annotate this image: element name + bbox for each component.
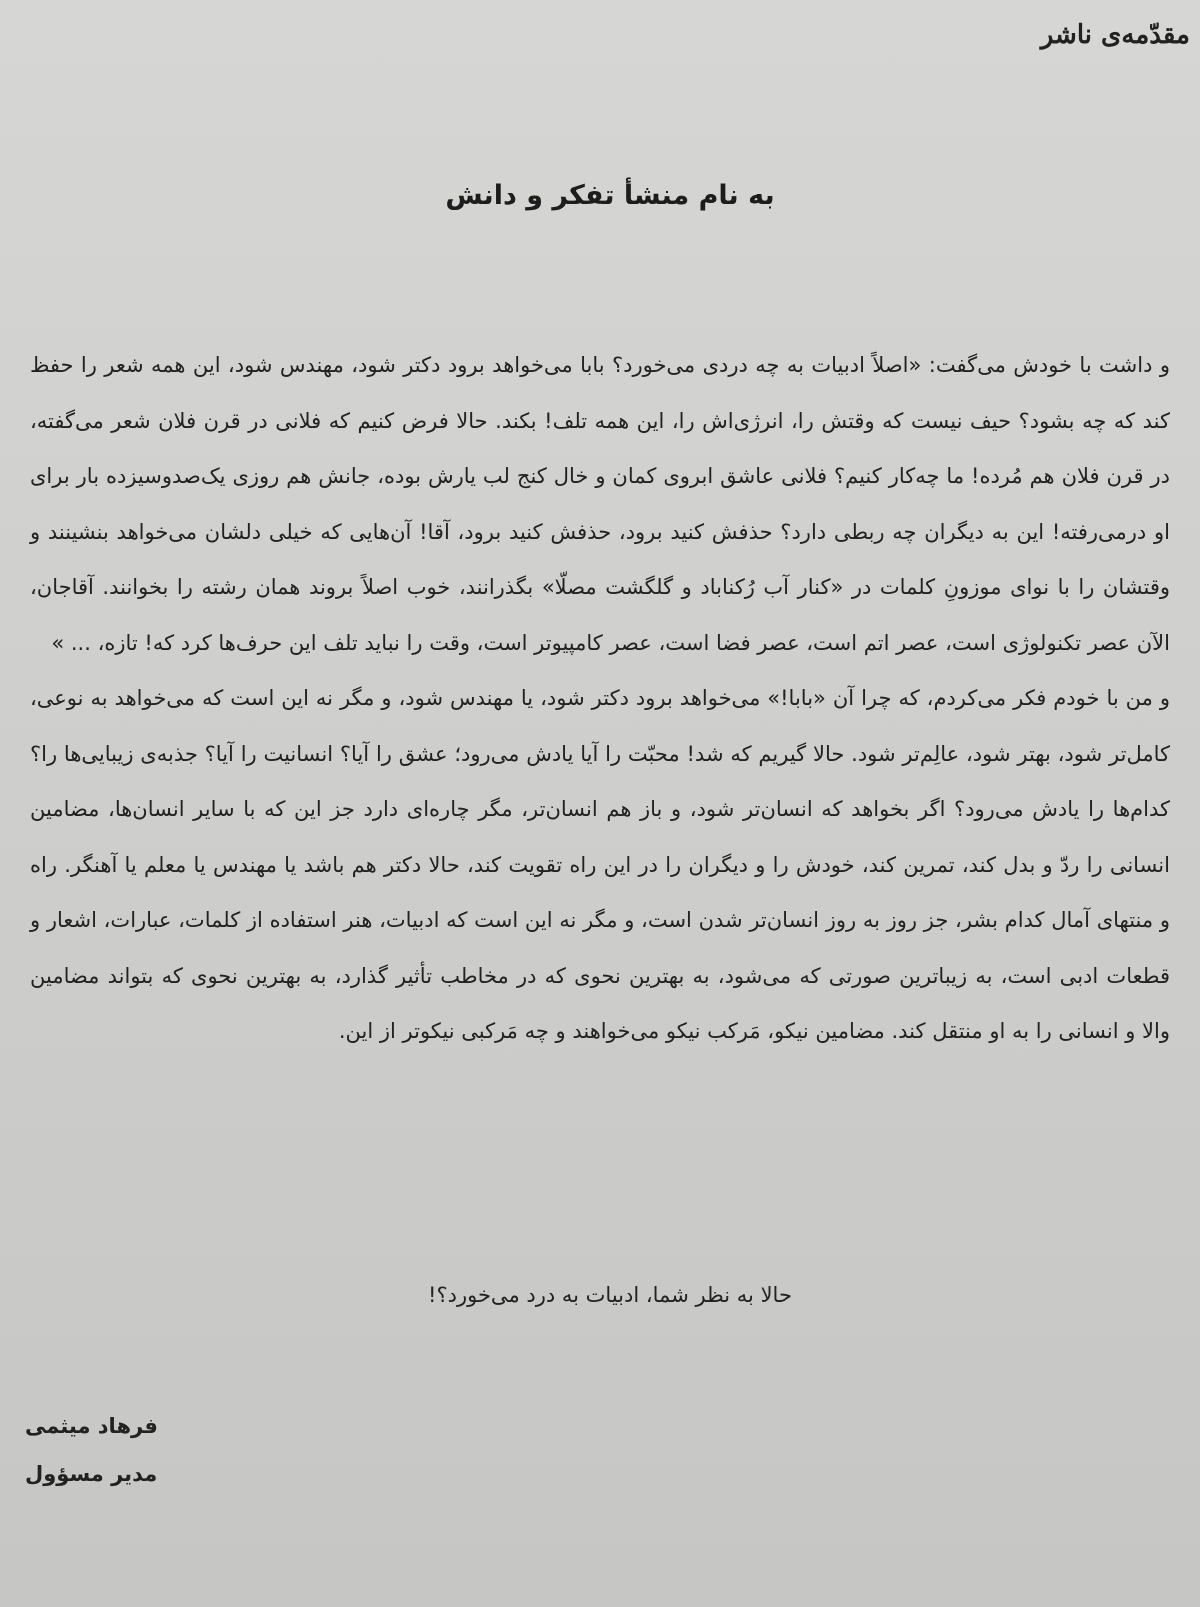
- closing-question: حالا به نظر شما، ادبیات به درد می‌خورد؟!: [428, 1283, 792, 1307]
- body-text: [30, 338, 1170, 1060]
- running-head: مقدّمه‌ی ناشر: [1040, 20, 1190, 50]
- signature-title: مدیر مسؤول: [25, 1462, 158, 1486]
- signature-block: [25, 1402, 285, 1498]
- page-heading: به نام منشأ تفکر و دانش: [445, 180, 775, 211]
- paragraph-2: و من با خودم فکر می‌کردم، که چرا آن «بابا!» می‌خواهد برود دکتر شود، یا مهندس شود، و مگر نه این است که می‌خواهد به نوعی، کامل‌تر شود، بهتر شود، عالِم‌تر شود. حالا گیریم که شد! محبّت را آیا یادش می‌رود؛ عشق را آیا؟ انسانیت را آیا؟ جذبه‌ی زیبایی‌ها را؟ کدام‌ها را یادش می‌رود؟ اگر بخواهد که انسان‌تر شود، و باز هم انسان‌تر، مگر چاره‌ای دارد جز این که با سایر انسان‌ها، مضامین انسانی را ردّ و بدل کند، تمرین کند، خودش را و دیگران را در این راه تقویت کند، حالا دکتر هم باشد یا مهندس یا معلم یا آهنگر. راه و منتهای آمال کدام بشر، جز روز به روز انسان‌تر شدن است، و مگر نه این است که ادبیات، هنر استفاده از کلمات، عبارات، اشعار و قطعات ادبی است، به زیباترین صورتی که می‌شود، به بهترین نحوی که در مخاطب تأثیر گذارد، به بهترین نحوی که بتواند مضامین والا و انسانی را به او منتقل کند. مضامین نیکو، مَرکب نیکو می‌خواهند و چه مَرکبی نیکوتر از این.: [30, 686, 1170, 1043]
- signature-name: فرهاد میثمی: [25, 1414, 158, 1438]
- paragraph-1: و داشت با خودش می‌گفت: «اصلاً ادبیات به چه دردی می‌خورد؟ بابا می‌خواهد برود دکتر شود، مهندس شود، این همه شعر را حفظ کند که چه بشود؟ حیف نیست که وقتش را، انرژی‌اش را، این همه تلف! بکند. حالا فرض کنیم که فلانی در قرن فلان شعر می‌گفته، در قرن فلان هم مُرده! ما چه‌کار کنیم؟ فلانی عاشق ابروی کمان و خال کنج لب یارش بوده، جانش هم روزی یک‌صدوسیزده بار برای او درمی‌رفته! این به دیگران چه ربطی دارد؟ حذفش کنید برود، حذفش کنید برود، آقا! آن‌هایی که خیلی دلشان می‌خواهد بنشینند و وقتشان را با نوای موزونِ کلمات در «کنار آب رُکناباد و گلگشت مصلّا» بگذرانند، خوب اصلاً بروند همان رشته را بخوانند. آقاجان، الآن عصر تکنولوژی است، عصر اتم است، عصر فضا است، عصر کامپیوتر است، وقت را نباید تلف این حرف‌ها کرد که! تازه، ... »: [30, 353, 1170, 655]
